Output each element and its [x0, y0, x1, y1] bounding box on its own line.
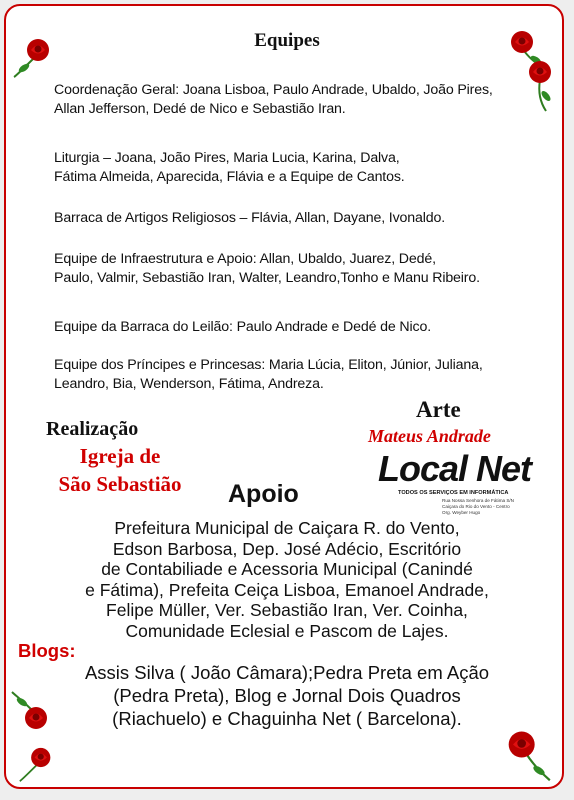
realizacao-church: Igreja de São Sebastião [58, 444, 182, 496]
realizacao-label: Realização [46, 418, 139, 440]
apoio-heading: Apoio [228, 480, 299, 508]
section-liturgia: Liturgia – Joana, João Pires, Maria Lucia, Karina, Dalva, Fátima Almeida, Aparecida, Flávia e a Equipe de Cantos. [54, 150, 405, 185]
section-barraca-artigos: Barraca de Artigos Religiosos – Flávia, Allan, Dayane, Ivonaldo. [54, 210, 446, 226]
blogs-list: Assis Silva ( João Câmara);Pedra Preta em Ação (Pedra Preta), Blog e Jornal Dois Quadros (Riachuelo) e Chaguinha Net ( Barcelona). [84, 662, 490, 729]
local-net-tagline: TODOS OS SERVIÇOS EM INFORMÁTICA [398, 490, 509, 496]
arte-label: Arte [416, 397, 461, 422]
apoio-list: Prefeitura Municipal de Caiçara R. do Vento, Edson Barbosa, Dep. José Adécio, Escritório de Contabiliade e Acessoria Municipal (Canindé e Fátima), Prefeita Ceiça Lisboa, Emanoel Andrade, Felipe Müller, Ver. Sebastião Iran, Ver. Coinha, Comunidade Eclesial e Pascom de Lajes. [85, 518, 489, 641]
local-net-address: Rua Nossa Senhora de Fátima S/N Caiçara do Rio do Vento - Centro Org. Weyber Hugo [442, 498, 515, 515]
section-leilao: Equipe da Barraca do Leilão: Paulo Andrade e Dedé de Nico. [54, 319, 431, 335]
section-coordenacao: Coordenação Geral: Joana Lisboa, Paulo Andrade, Ubaldo, João Pires, Allan Jefferson, Dedé de Nico e Sebastião Iran. [54, 82, 493, 117]
rose-icon [18, 740, 60, 782]
blogs-label: Blogs: [18, 640, 76, 661]
page-title: Equipes [254, 30, 320, 51]
section-infraestrutura: Equipe de Infraestrutura e Apoio: Allan, Ubaldo, Juarez, Dedé, Paulo, Valmir, Sebastião Iran, Walter, Leandro,Tonho e Manu Ribeiro. [54, 251, 480, 286]
local-net-logo: Local Net [378, 448, 532, 489]
section-principes: Equipe dos Príncipes e Princesas: Maria Lúcia, Eliton, Júnior, Juliana, Leandro, Bia, Wenderson, Fátima, Andreza. [54, 357, 483, 392]
arte-author: Mateus Andrade [368, 426, 491, 446]
